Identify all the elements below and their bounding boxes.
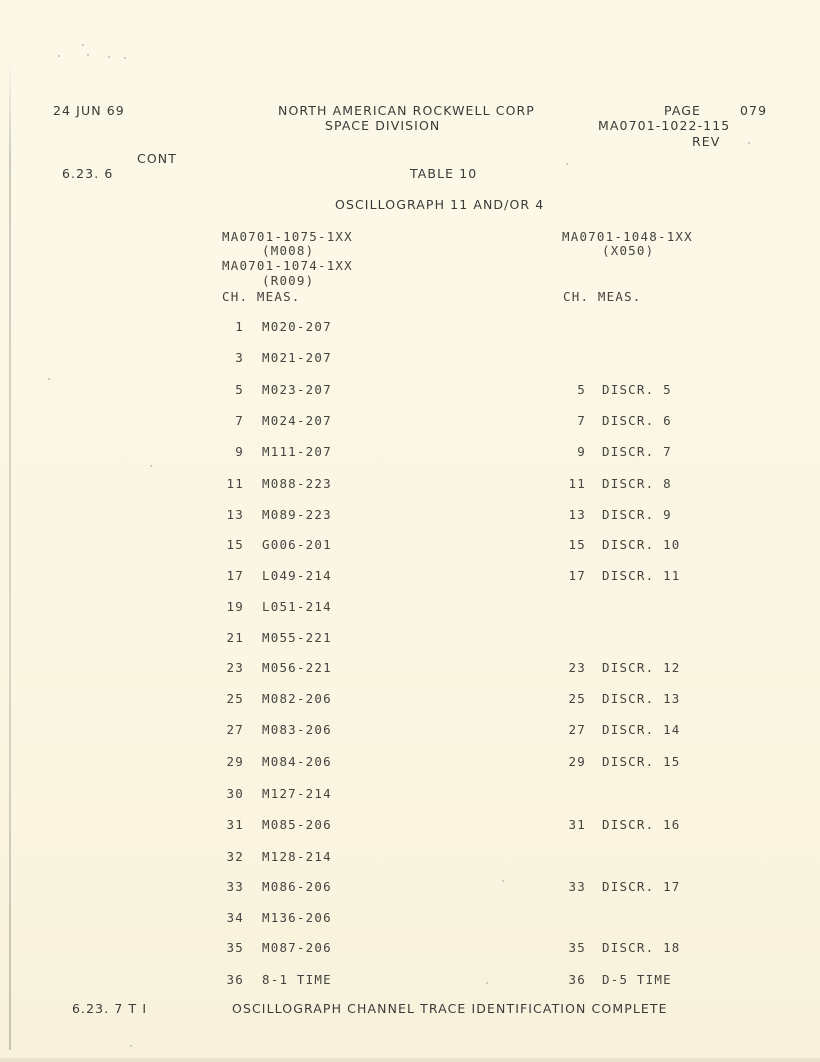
right-doc-line1: MA0701-1048-1XX — [562, 229, 693, 244]
left-channel-number: 30 — [226, 786, 244, 801]
left-measurement: M085-206 — [262, 817, 332, 832]
table-row — [0, 600, 820, 616]
right-measurement: DISCR. 12 — [602, 660, 681, 675]
page-edge-rule — [9, 60, 11, 1050]
left-channel-number: 27 — [226, 722, 244, 737]
scan-speck — [87, 54, 89, 56]
left-doc-line2: MA0701-1074-1XX — [222, 258, 353, 273]
table-row — [0, 569, 820, 585]
right-measurement: DISCR. 18 — [602, 940, 681, 955]
table-title: TABLE 10 — [410, 166, 478, 181]
left-measurement: M087-206 — [262, 940, 332, 955]
table-row — [0, 941, 820, 957]
left-doc-line2-code: (R009) — [262, 273, 315, 288]
right-channel-number: 33 — [568, 879, 586, 894]
left-doc-line1-code: (M008) — [262, 243, 315, 258]
left-measurement: M136-206 — [262, 910, 332, 925]
right-channel-number: 25 — [568, 691, 586, 706]
table-subtitle: OSCILLOGRAPH 11 AND/OR 4 — [335, 197, 545, 212]
right-channel-number: 5 — [577, 382, 586, 397]
left-measurement: M024-207 — [262, 413, 332, 428]
right-column-header: CH. MEAS. — [563, 289, 642, 304]
table-row — [0, 723, 820, 739]
left-measurement: M089-223 — [262, 507, 332, 522]
right-channel-number: 15 — [568, 537, 586, 552]
left-channel-number: 36 — [226, 972, 244, 987]
left-doc-line1: MA0701-1075-1XX — [222, 229, 353, 244]
header-page-number: 079 — [740, 103, 768, 118]
table-row — [0, 351, 820, 367]
left-channel-number: 17 — [226, 568, 244, 583]
left-channel-number: 23 — [226, 660, 244, 675]
left-channel-number: 35 — [226, 940, 244, 955]
left-measurement: M055-221 — [262, 630, 332, 645]
table-row — [0, 477, 820, 493]
right-channel-number: 13 — [568, 507, 586, 522]
table-row — [0, 631, 820, 647]
left-channel-number: 11 — [226, 476, 244, 491]
left-measurement: M020-207 — [262, 319, 332, 334]
table-row — [0, 755, 820, 771]
table-row — [0, 661, 820, 677]
scan-speck — [566, 163, 568, 165]
left-channel-number: 1 — [235, 319, 244, 334]
right-measurement: DISCR. 14 — [602, 722, 681, 737]
left-measurement: M056-221 — [262, 660, 332, 675]
right-measurement: D-5 TIME — [602, 972, 672, 987]
left-measurement: G006-201 — [262, 537, 332, 552]
scan-speck — [502, 880, 504, 882]
section-number: 6.23. 6 — [62, 166, 114, 181]
right-measurement: DISCR. 5 — [602, 382, 672, 397]
footer-message: OSCILLOGRAPH CHANNEL TRACE IDENTIFICATION COMPLETE — [232, 1001, 668, 1016]
left-channel-number: 29 — [226, 754, 244, 769]
left-measurement: 8-1 TIME — [262, 972, 332, 987]
right-channel-number: 29 — [568, 754, 586, 769]
header-division: SPACE DIVISION — [325, 118, 441, 133]
left-measurement: M021-207 — [262, 350, 332, 365]
left-channel-number: 34 — [226, 910, 244, 925]
table-row — [0, 383, 820, 399]
header-company: NORTH AMERICAN ROCKWELL CORP — [278, 103, 535, 118]
table-row — [0, 538, 820, 554]
table-row — [0, 692, 820, 708]
right-channel-number: 36 — [568, 972, 586, 987]
section-cont-label: CONT — [137, 151, 177, 166]
right-measurement: DISCR. 13 — [602, 691, 681, 706]
left-measurement: M083-206 — [262, 722, 332, 737]
left-measurement: M127-214 — [262, 786, 332, 801]
scan-speck — [124, 57, 126, 59]
scan-speck — [108, 56, 110, 58]
right-measurement: DISCR. 11 — [602, 568, 681, 583]
footer-section-number: 6.23. 7 T I — [72, 1001, 148, 1016]
right-channel-number: 31 — [568, 817, 586, 832]
left-channel-number: 19 — [226, 599, 244, 614]
table-row — [0, 414, 820, 430]
right-channel-number: 35 — [568, 940, 586, 955]
scan-speck — [48, 378, 50, 380]
left-measurement: L051-214 — [262, 599, 332, 614]
table-row — [0, 320, 820, 336]
table-row — [0, 973, 820, 989]
scan-speck — [150, 465, 152, 467]
left-measurement: M088-223 — [262, 476, 332, 491]
left-measurement: M111-207 — [262, 444, 332, 459]
right-measurement: DISCR. 16 — [602, 817, 681, 832]
left-measurement: M084-206 — [262, 754, 332, 769]
right-channel-number: 17 — [568, 568, 586, 583]
table-row — [0, 911, 820, 927]
right-measurement: DISCR. 17 — [602, 879, 681, 894]
left-measurement: L049-214 — [262, 568, 332, 583]
table-row — [0, 508, 820, 524]
left-channel-number: 15 — [226, 537, 244, 552]
left-channel-number: 7 — [235, 413, 244, 428]
right-channel-number: 27 — [568, 722, 586, 737]
table-row — [0, 880, 820, 896]
right-measurement: DISCR. 9 — [602, 507, 672, 522]
header-doc-number: MA0701-1022-115 — [598, 118, 731, 133]
table-row — [0, 445, 820, 461]
left-channel-number: 5 — [235, 382, 244, 397]
left-measurement: M082-206 — [262, 691, 332, 706]
table-row — [0, 850, 820, 866]
left-column-header: CH. MEAS. — [222, 289, 301, 304]
right-measurement: DISCR. 6 — [602, 413, 672, 428]
left-channel-number: 25 — [226, 691, 244, 706]
right-doc-line1-code: (X050) — [602, 243, 655, 258]
right-channel-number: 23 — [568, 660, 586, 675]
left-measurement: M086-206 — [262, 879, 332, 894]
header-rev-label: REV — [692, 134, 721, 149]
header-page-label: PAGE — [664, 103, 702, 118]
scan-speck — [130, 1045, 132, 1047]
right-measurement: DISCR. 8 — [602, 476, 672, 491]
left-measurement: M023-207 — [262, 382, 332, 397]
scan-speck — [748, 142, 750, 144]
left-channel-number: 3 — [235, 350, 244, 365]
scan-speck — [58, 55, 60, 57]
page-bottom-edge — [0, 1058, 820, 1062]
table-row — [0, 787, 820, 803]
left-channel-number: 31 — [226, 817, 244, 832]
left-channel-number: 9 — [235, 444, 244, 459]
right-channel-number: 11 — [568, 476, 586, 491]
header-date: 24 JUN 69 — [53, 103, 125, 118]
right-measurement: DISCR. 10 — [602, 537, 681, 552]
table-row — [0, 818, 820, 834]
right-channel-number: 9 — [577, 444, 586, 459]
right-channel-number: 7 — [577, 413, 586, 428]
scan-speck — [82, 44, 84, 46]
left-measurement: M128-214 — [262, 849, 332, 864]
right-measurement: DISCR. 7 — [602, 444, 672, 459]
left-channel-number: 33 — [226, 879, 244, 894]
scan-speck — [486, 982, 488, 984]
left-channel-number: 32 — [226, 849, 244, 864]
left-channel-number: 13 — [226, 507, 244, 522]
left-channel-number: 21 — [226, 630, 244, 645]
right-measurement: DISCR. 15 — [602, 754, 681, 769]
